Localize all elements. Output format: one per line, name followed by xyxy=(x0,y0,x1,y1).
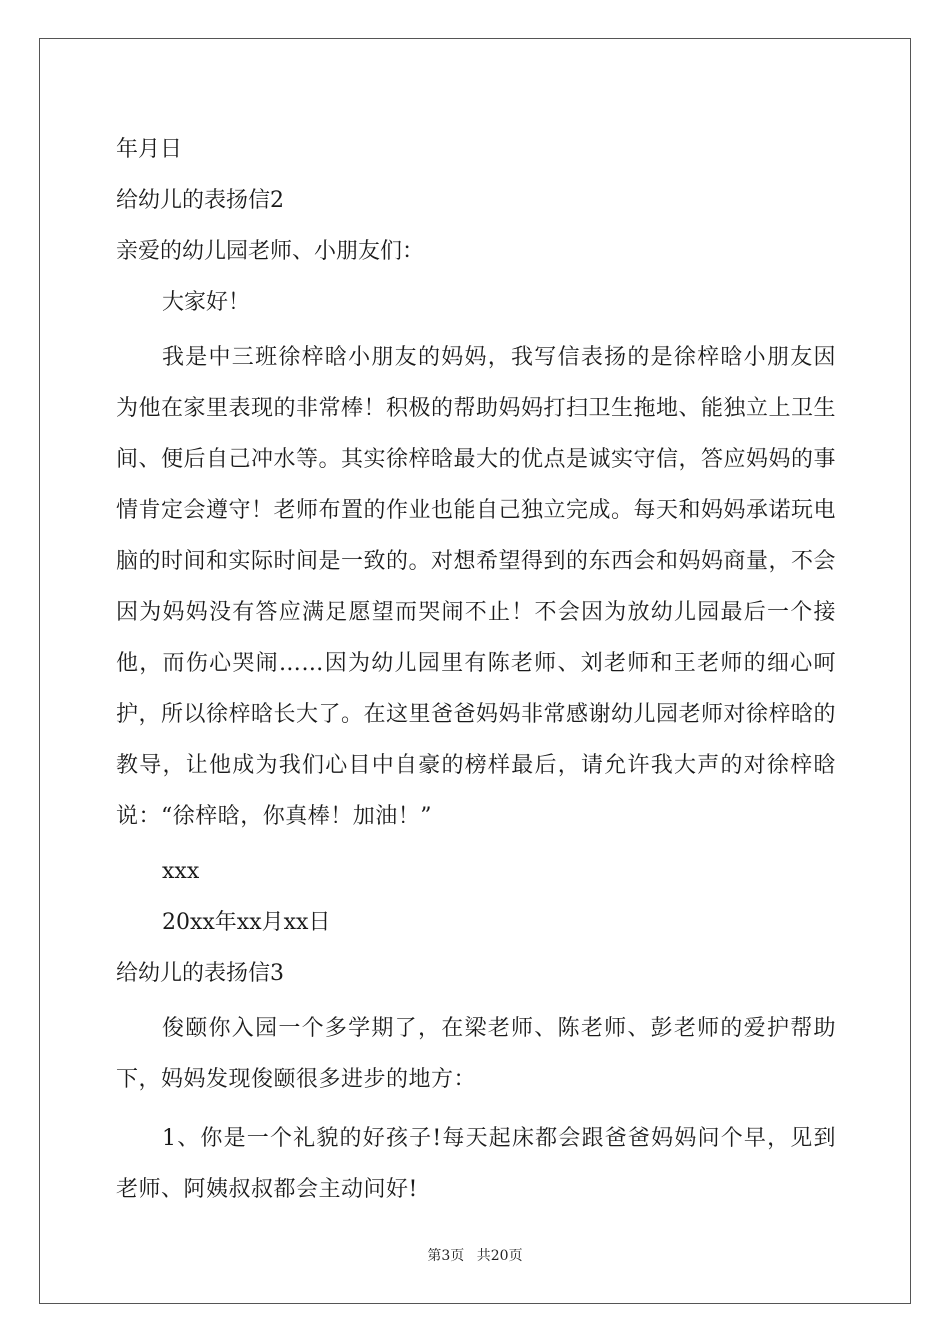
salutation: 亲爱的幼儿园老师、小朋友们： xyxy=(116,239,425,264)
body-paragraph: 1、你是一个礼貌的好孩子!每天起床都会跟爸爸妈妈问个早，见到老师、阿姨叔叔都会主动问好! xyxy=(116,1126,836,1202)
page-footer xyxy=(0,1245,950,1265)
body-paragraph: 我是中三班徐梓晗小朋友的妈妈，我写信表扬的是徐梓晗小朋友因为他在家里表现的非常棒！积极的帮助妈妈打扫卫生拖地、能独立上卫生间、便后自己冲水等。其实徐梓晗最大的优点是诚实守信，答应妈妈的事情肯定会遵守！老师布置的作业也能自己独立完成。每天和妈妈承诺玩电脑的时间和实际时间是一致的。对想希望得到的东西会和妈妈商量，不会因为妈妈没有答应满足愿望而哭闹不止！不会因为放幼儿园最后一个接他，而伤心哭闹……因为幼儿园里有陈老师、刘老师和王老师的细心呵护，所以徐梓晗长大了。在这里爸爸妈妈非常感谢幼儿园老师对徐梓晗的教导，让他成为我们心目中自豪的榜样最后，请允许我大声的对徐梓晗说：“徐梓晗，你真棒！加油！” xyxy=(116,345,837,829)
page-total: 共20页 xyxy=(476,1248,523,1264)
signature-date: 20xx年xx月xx日 xyxy=(162,910,331,935)
letter-title-2: 给幼儿的表扬信2 xyxy=(116,188,284,213)
body-paragraph: 俊颐你入园一个多学期了，在梁老师、陈老师、彭老师的爱护帮助下，妈妈发现俊颐很多进步的地方： xyxy=(116,1016,836,1092)
page-number: 第3页 xyxy=(427,1248,465,1264)
document-body xyxy=(116,128,836,1223)
letter-title-3: 给幼儿的表扬信3 xyxy=(116,961,284,986)
date-line: 年月日 xyxy=(116,137,183,162)
greeting: 大家好！ xyxy=(162,290,251,315)
signature: xxx xyxy=(162,859,200,884)
